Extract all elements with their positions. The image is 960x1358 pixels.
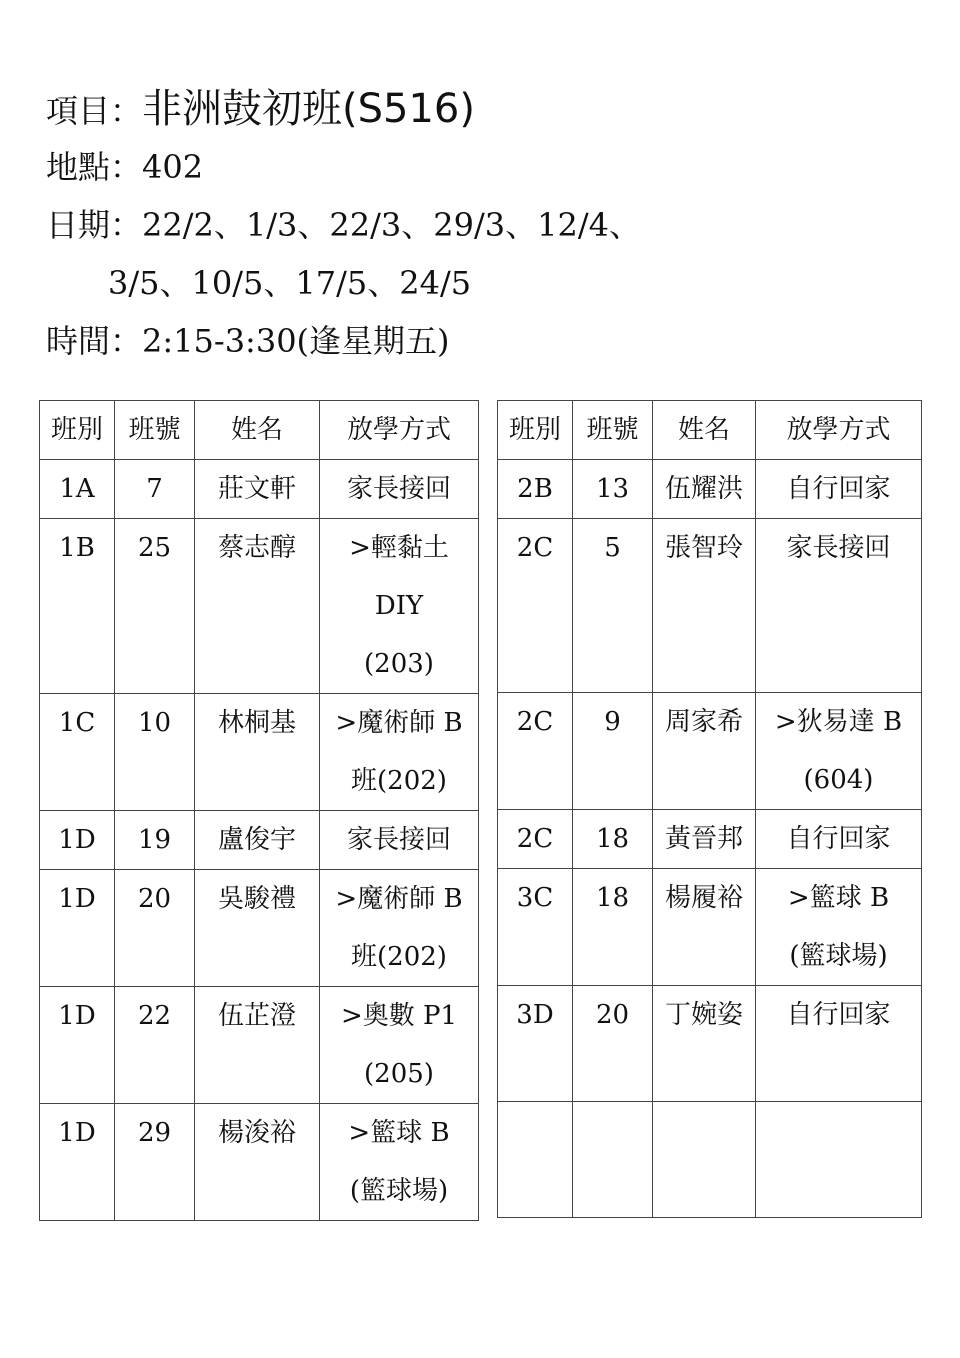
project-line <box>46 80 926 138</box>
table-row <box>40 987 479 1104</box>
dismissal-cell <box>320 519 479 694</box>
column-header: 班號 <box>573 401 653 460</box>
dismissal-line: 家長接回 <box>346 474 451 504</box>
dates-value-line1: 22/2、1/3、22/3、29/3、12/4、 <box>142 206 641 244</box>
dismissal-line: (205) <box>364 1059 434 1089</box>
dismissal-line: >奧數 P1 <box>340 1001 458 1031</box>
header <box>46 80 926 370</box>
roster-body-right <box>498 401 922 1218</box>
number-cell: 18 <box>573 869 653 986</box>
column-header: 班別 <box>40 401 115 460</box>
table-header-row <box>40 401 479 460</box>
time-value: 2:15-3:30(逢星期五) <box>142 322 450 360</box>
name-cell: 周家希 <box>653 693 756 810</box>
dismissal-line: 班(202) <box>351 766 447 796</box>
dismissal-cell <box>320 987 479 1104</box>
roster-table-left <box>39 400 479 1221</box>
dismissal-line: 家長接回 <box>786 533 891 563</box>
class-cell: 2B <box>498 460 573 519</box>
table-row <box>498 693 922 810</box>
table-row <box>40 1104 479 1221</box>
class-cell: 1C <box>40 694 115 811</box>
table-row <box>40 519 479 694</box>
column-header: 班號 <box>115 401 195 460</box>
number-cell: 7 <box>115 460 195 519</box>
dismissal-line: 自行回家 <box>786 474 891 504</box>
number-cell: 25 <box>115 519 195 694</box>
dismissal-line: >魔術師 B <box>335 708 463 738</box>
table-row <box>40 870 479 987</box>
venue-label: 地點： <box>46 148 143 186</box>
dismissal-cell <box>320 1104 479 1221</box>
dismissal-line: (籃球場) <box>789 941 888 971</box>
dates-label: 日期： <box>46 206 143 244</box>
name-cell: 吳駿禮 <box>195 870 320 987</box>
name-cell: 楊浚裕 <box>195 1104 320 1221</box>
column-header: 放學方式 <box>756 401 922 460</box>
number-cell: 5 <box>573 519 653 693</box>
class-cell: 1D <box>40 987 115 1104</box>
name-cell: 伍芷澄 <box>195 987 320 1104</box>
number-cell: 13 <box>573 460 653 519</box>
name-cell: 伍耀洪 <box>653 460 756 519</box>
table-row <box>498 1102 922 1218</box>
dismissal-line: 自行回家 <box>786 1000 891 1030</box>
dismissal-line: (籃球場) <box>349 1176 449 1206</box>
dismissal-line: >魔術師 B <box>335 884 463 914</box>
dismissal-line: >籃球 B <box>787 883 890 913</box>
dismissal-cell <box>320 694 479 811</box>
name-cell: 莊文軒 <box>195 460 320 519</box>
class-cell: 3C <box>498 869 573 986</box>
dismissal-cell <box>756 810 922 869</box>
name-cell: 楊履裕 <box>653 869 756 986</box>
dismissal-line: 班(202) <box>351 942 447 972</box>
dismissal-line: >狄易達 B <box>774 707 903 737</box>
number-cell: 9 <box>573 693 653 810</box>
number-cell: 22 <box>115 987 195 1104</box>
class-cell: 2C <box>498 519 573 693</box>
dismissal-cell <box>756 869 922 986</box>
roster-body-left <box>40 401 479 1221</box>
table-row <box>498 810 922 869</box>
dates-value-line2: 3/5、10/5、17/5、24/5 <box>108 264 472 302</box>
table-row <box>498 519 922 693</box>
table-row <box>498 460 922 519</box>
name-cell: 林桐基 <box>195 694 320 811</box>
dismissal-line: >籃球 B <box>348 1118 450 1148</box>
dismissal-cell <box>320 811 479 870</box>
name-cell: 張智玲 <box>653 519 756 693</box>
dismissal-cell <box>756 986 922 1102</box>
venue-value: 402 <box>142 148 204 186</box>
table-row <box>40 694 479 811</box>
name-cell: 黃晉邦 <box>653 810 756 869</box>
class-cell: 3D <box>498 986 573 1102</box>
dismissal-cell <box>320 460 479 519</box>
dismissal-cell <box>756 693 922 810</box>
project-value: 非洲鼓初班(S516) <box>142 86 475 132</box>
dismissal-line: >輕黏土 <box>349 533 449 563</box>
time-label: 時間： <box>46 322 143 360</box>
number-cell: 18 <box>573 810 653 869</box>
class-cell: 1D <box>40 870 115 987</box>
class-cell: 2C <box>498 693 573 810</box>
name-cell: 盧俊宇 <box>195 811 320 870</box>
class-cell: 2C <box>498 810 573 869</box>
class-cell: 1B <box>40 519 115 694</box>
dismissal-cell <box>756 519 922 693</box>
name-cell: 丁婉姿 <box>653 986 756 1102</box>
time-line <box>46 312 926 370</box>
number-cell: 20 <box>573 986 653 1102</box>
dates-line-continued <box>46 254 926 312</box>
dates-line <box>46 196 926 254</box>
class-cell: 1A <box>40 460 115 519</box>
dismissal-cell <box>320 870 479 987</box>
number-cell <box>573 1102 653 1218</box>
dismissal-line: 家長接回 <box>346 825 451 855</box>
class-cell <box>498 1102 573 1218</box>
table-row <box>40 460 479 519</box>
name-cell: 蔡志醇 <box>195 519 320 694</box>
number-cell: 20 <box>115 870 195 987</box>
class-cell: 1D <box>40 811 115 870</box>
column-header: 姓名 <box>653 401 756 460</box>
class-cell: 1D <box>40 1104 115 1221</box>
number-cell: 29 <box>115 1104 195 1221</box>
column-header: 放學方式 <box>320 401 479 460</box>
roster-table-right <box>497 400 922 1218</box>
dismissal-line: (203) <box>364 649 434 679</box>
table-header-row <box>498 401 922 460</box>
table-row <box>498 869 922 986</box>
number-cell: 10 <box>115 694 195 811</box>
table-row <box>498 986 922 1102</box>
number-cell: 19 <box>115 811 195 870</box>
column-header: 班別 <box>498 401 573 460</box>
dismissal-line: (604) <box>803 765 874 795</box>
dismissal-cell <box>756 460 922 519</box>
dismissal-cell <box>756 1102 922 1218</box>
venue-line <box>46 138 926 196</box>
name-cell <box>653 1102 756 1218</box>
dismissal-line: DIY <box>374 591 424 621</box>
column-header: 姓名 <box>195 401 320 460</box>
project-label: 項目： <box>46 92 143 130</box>
table-row <box>40 811 479 870</box>
dismissal-line: 自行回家 <box>786 824 891 854</box>
